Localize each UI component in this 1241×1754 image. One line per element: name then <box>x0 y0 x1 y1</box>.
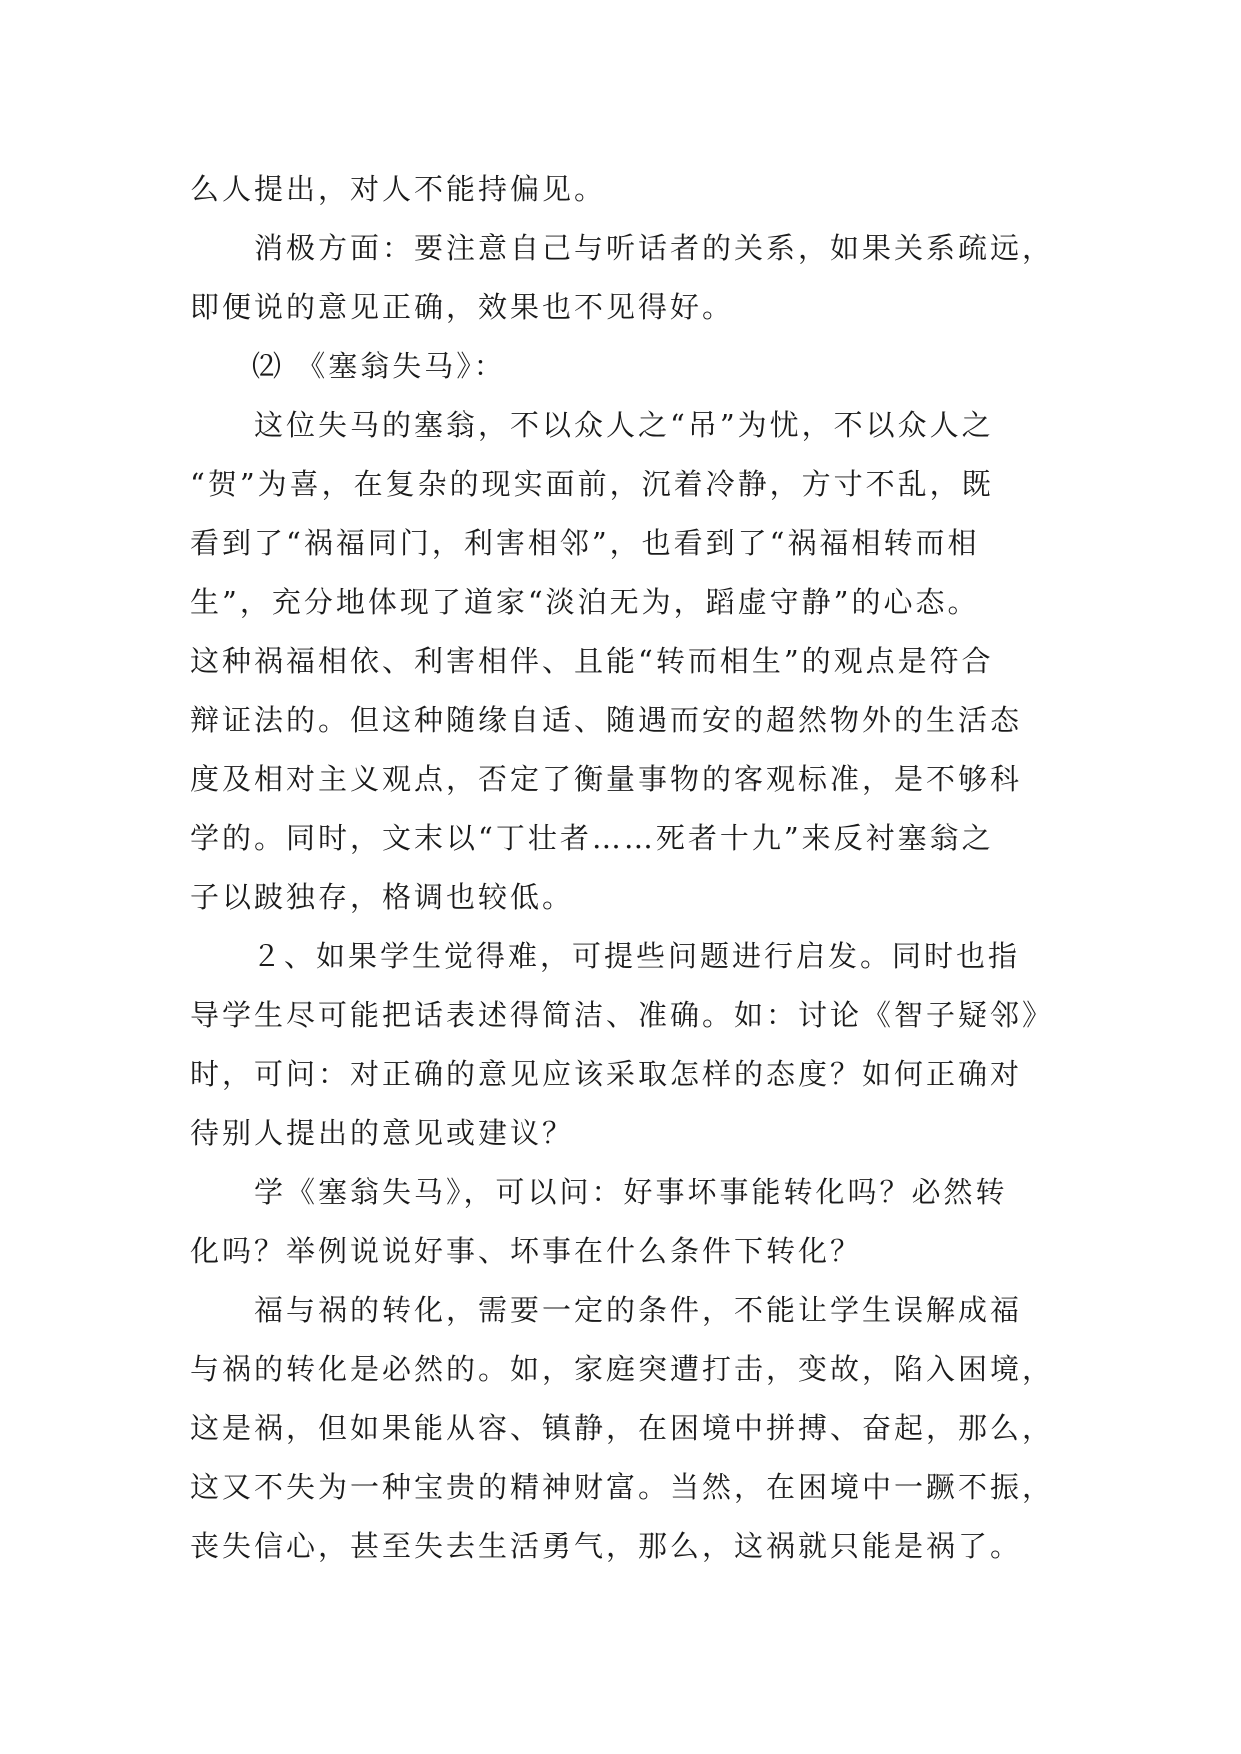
text-line: 化吗？举例说说好事、坏事在什么条件下转化？ <box>190 1234 863 1268</box>
text-line: 与祸的转化是必然的。如，家庭突遭打击，变故，陷入困境， <box>190 1352 1055 1386</box>
text-line: 时，可问：对正确的意见应该采取怎样的态度？如何正确对 <box>190 1057 1023 1091</box>
text-line: 这又不失为一种宝贵的精神财富。当然，在困境中一蹶不振， <box>190 1470 1055 1504</box>
text-line: “贺”为喜，在复杂的现实面前，沉着冷静，方寸不乱，既 <box>190 467 994 501</box>
text-line: 待别人提出的意见或建议？ <box>190 1116 575 1150</box>
text-line: 这种祸福相依、利害相伴、且能“转而相生”的观点是符合 <box>190 644 994 678</box>
text-line: 导学生尽可能把话表述得简洁、准确。如：讨论《智子疑邻》 <box>190 998 1055 1032</box>
text-line: 福与祸的转化，需要一定的条件，不能让学生误解成福 <box>254 1293 1023 1327</box>
body-text <box>190 160 1070 1576</box>
numbered-item: ２、如果学生觉得难，可提些问题进行启发。同时也指 <box>252 939 1021 973</box>
text-line: 学《塞翁失马》，可以问：好事坏事能转化吗？必然转 <box>254 1175 1008 1209</box>
text-line: 学的。同时，文末以“丁壮者……死者十九”来反衬塞翁之 <box>190 821 994 855</box>
text-line: 么人提出，对人不能持偏见。 <box>190 172 607 206</box>
text-line: 丧失信心，甚至失去生活勇气，那么，这祸就只能是祸了。 <box>190 1529 1023 1563</box>
text-line: 这是祸，但如果能从容、镇静，在困境中拼搏、奋起，那么， <box>190 1411 1055 1445</box>
text-line: 消极方面：要注意自己与听话者的关系，如果关系疏远， <box>254 231 1055 265</box>
text-line: 度及相对主义观点，否定了衡量事物的客观标准，是不够科 <box>190 762 1023 796</box>
text-line: 这位失马的塞翁，不以众人之“吊”为忧，不以众人之 <box>254 408 994 442</box>
text-line: 生”，充分地体现了道家“淡泊无为，蹈虚守静”的心态。 <box>190 585 980 619</box>
text-line: 即便说的意见正确，效果也不见得好。 <box>190 290 735 324</box>
text-line: 辩证法的。但这种随缘自适、随遇而安的超然物外的生活态 <box>190 703 1023 737</box>
text-line: 子以跛独存，格调也较低。 <box>190 880 575 914</box>
text-line: 看到了“祸福同门，利害相邻”，也看到了“祸福相转而相 <box>190 526 980 560</box>
section-heading: ⑵ 《塞翁失马》： <box>252 349 506 383</box>
